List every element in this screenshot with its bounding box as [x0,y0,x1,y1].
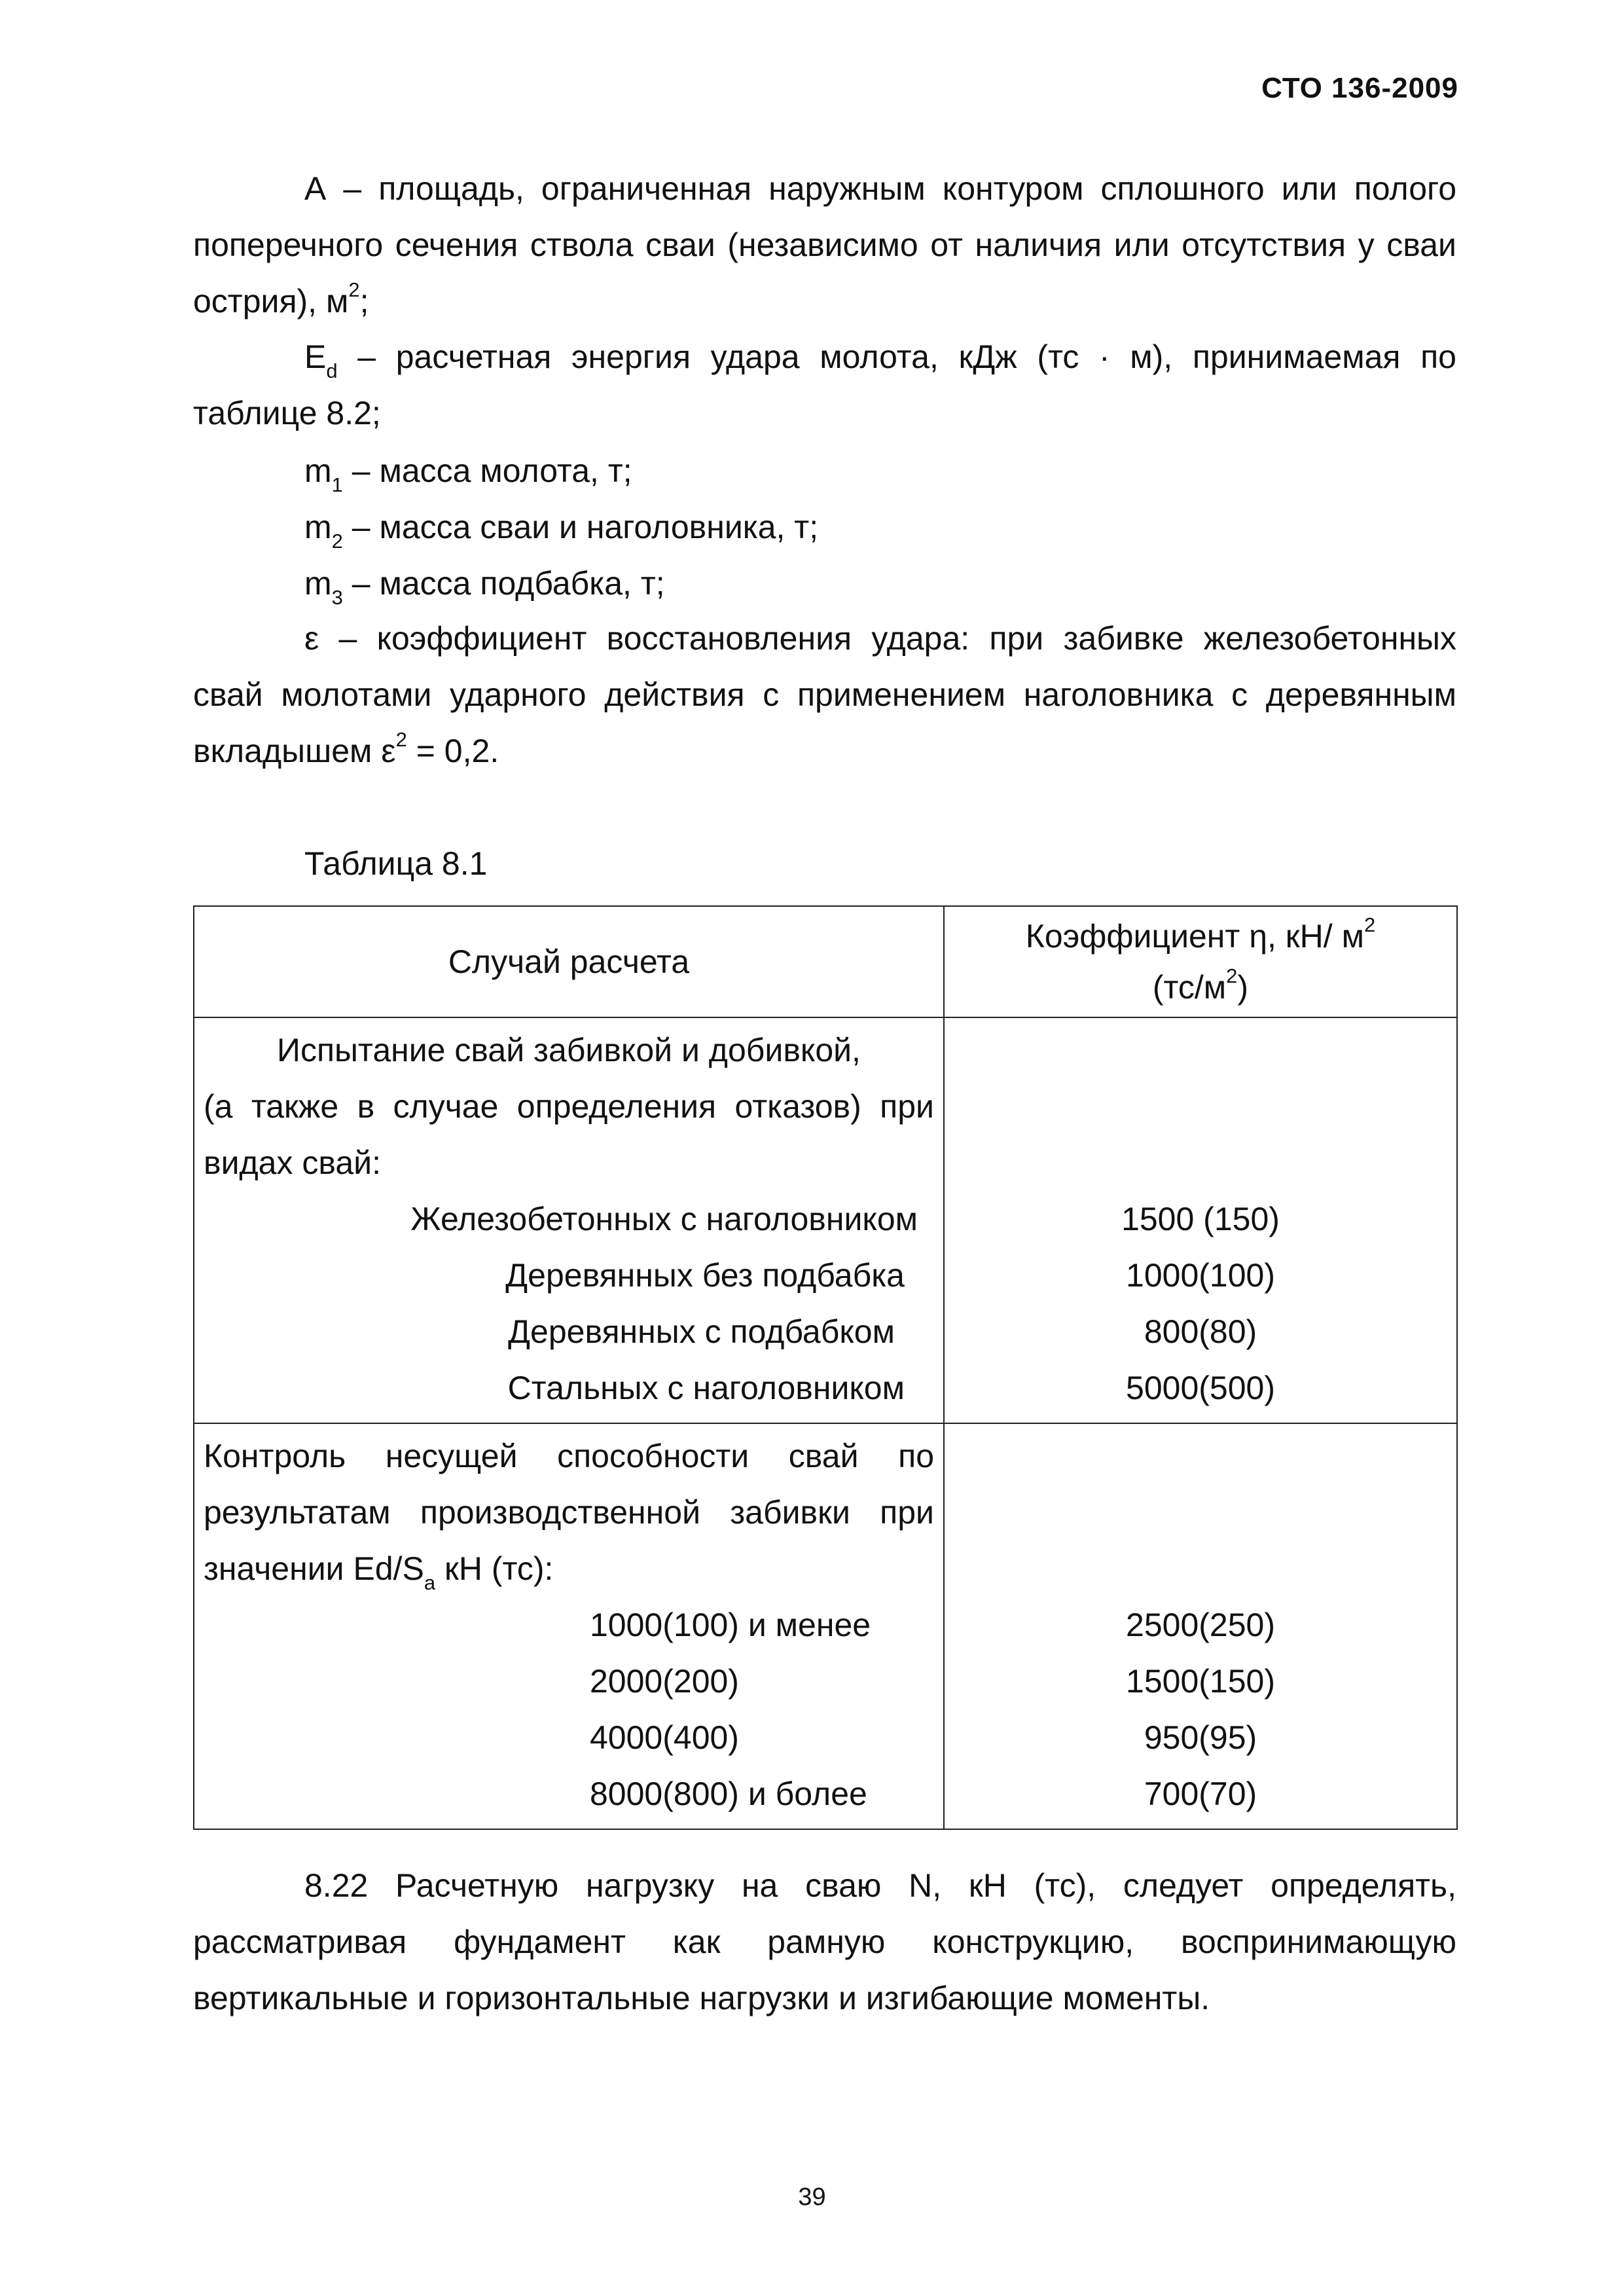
header-coefficient-line2 [945,962,1456,1013]
paragraph-8-22: 8.22 Расчетную нагрузку на сваю N, кН (тс), следует определять, рассматривая фундамент как рамную конструкцию, воспринимающую вертикальные и горизонтальные нагрузки и изгибающие моменты. [193,1867,1456,2016]
definition-m1-symbol: m [304,452,332,489]
definition-Ed-sub: d [326,359,338,382]
group-control-intro-sub: a [424,1571,436,1594]
document-code: СТО 136-2009 [1261,72,1458,104]
definition-m1-text: – масса молота, т; [342,452,632,489]
table-row-case: Деревянных без подбабка [505,1257,905,1294]
group-testing-intro-line2: (а также в случае определения отказов) при видах свай: [204,1088,934,1181]
group-control-cases [194,1423,944,1829]
group-control-intro-tail: кН (тс): [435,1550,554,1587]
definition-m3-sub: 3 [331,586,343,609]
definition-m1 [304,452,632,496]
definition-epsilon-text: ε – коэффициент восстановления удара: при забивке железобетонных свай молотами ударного действия с применением наголовника с деревянным вкладышем ε [193,620,1456,769]
table-row-case: 4000(400) [590,1719,739,1756]
table-row-case: Деревянных с подбабком [508,1313,895,1350]
table-row-value: 1000(100) [1126,1257,1275,1294]
table-8-1 [193,905,1458,1830]
table-row-case: 2000(200) [590,1663,739,1700]
table-group-testing [194,1017,1457,1423]
definition-m1-sub: 1 [331,473,343,496]
definition-m3 [304,564,665,609]
header-coefficient-line1 [945,911,1456,962]
group-control-intro [204,1428,934,1597]
definition-m2-symbol: m [304,509,332,545]
table-header-row [194,906,1457,1017]
page-number: 39 [798,2183,826,2211]
definition-Ed-symbol: E [304,338,327,375]
group-testing-cases [194,1017,944,1423]
table-row-case: 1000(100) и менее [590,1607,871,1643]
definition-m2-sub: 2 [331,530,343,553]
definition-m2-text: – масса сваи и наголовника, т; [342,509,819,545]
table-row-value: 2500(250) [1126,1607,1275,1643]
definition-Ed-text: – расчетная энергия удара молота, кДж (тс · м), принимаемая по таблице 8.2; [193,338,1456,431]
table-caption: Таблица 8.1 [304,845,488,882]
definition-m2 [304,508,819,553]
definition-A-sup: 2 [348,278,360,302]
table-row-case: Железобетонных с наголовником [410,1201,918,1237]
definition-A [193,160,1456,329]
header-coefficient [944,906,1457,1017]
definition-A-tail: ; [359,283,369,319]
table-row-value: 700(70) [1144,1776,1257,1812]
table-row-case: 8000(800) и более [590,1776,867,1812]
group-testing-values [944,1017,1457,1423]
definition-epsilon-tail: = 0,2. [406,733,499,769]
spacer [945,1428,1456,1597]
table-row-value: 800(80) [1144,1313,1257,1350]
header-coefficient-sup: 2 [1363,913,1376,937]
header-coefficient-alt-sup: 2 [1226,964,1238,988]
group-control-values [944,1423,1457,1829]
table-group-control [194,1423,1457,1829]
definition-m3-symbol: m [304,565,332,602]
table-row-value: 1500(150) [1126,1663,1275,1700]
group-control-intro-text [204,1428,934,1597]
header-coefficient-alt-close: ) [1237,969,1249,1006]
header-coefficient-unit: Коэффициент η, кН/ м [1025,918,1364,955]
definition-m3-text: – масса подбабка, т; [342,565,665,602]
group-control-intro-main: Контроль несущей способности свай по результатам производственной забивки при значении Ed/S [204,1438,934,1587]
definition-Ed [193,329,1456,441]
header-case: Случай расчета [194,906,944,1017]
group-testing-intro [204,1022,934,1191]
spacer [945,1022,1456,1191]
group-testing-intro-line1: Испытание свай забивкой и добивкой, [277,1032,861,1068]
table-row-value: 950(95) [1144,1719,1257,1756]
table-row-value: 1500 (150) [1121,1201,1280,1237]
header-coefficient-alt-unit: (тс/м [1152,969,1227,1006]
definition-A-text: А – площадь, ограниченная наружным контуром сплошного или полого поперечного сечения ствола сваи (независимо от наличия или отсутствия у сваи острия), м [193,170,1456,319]
table-row-value: 5000(500) [1126,1370,1275,1406]
table-row-case: Стальных с наголовником [507,1370,905,1406]
definition-epsilon-sup: 2 [395,728,407,752]
definition-epsilon [193,610,1456,779]
